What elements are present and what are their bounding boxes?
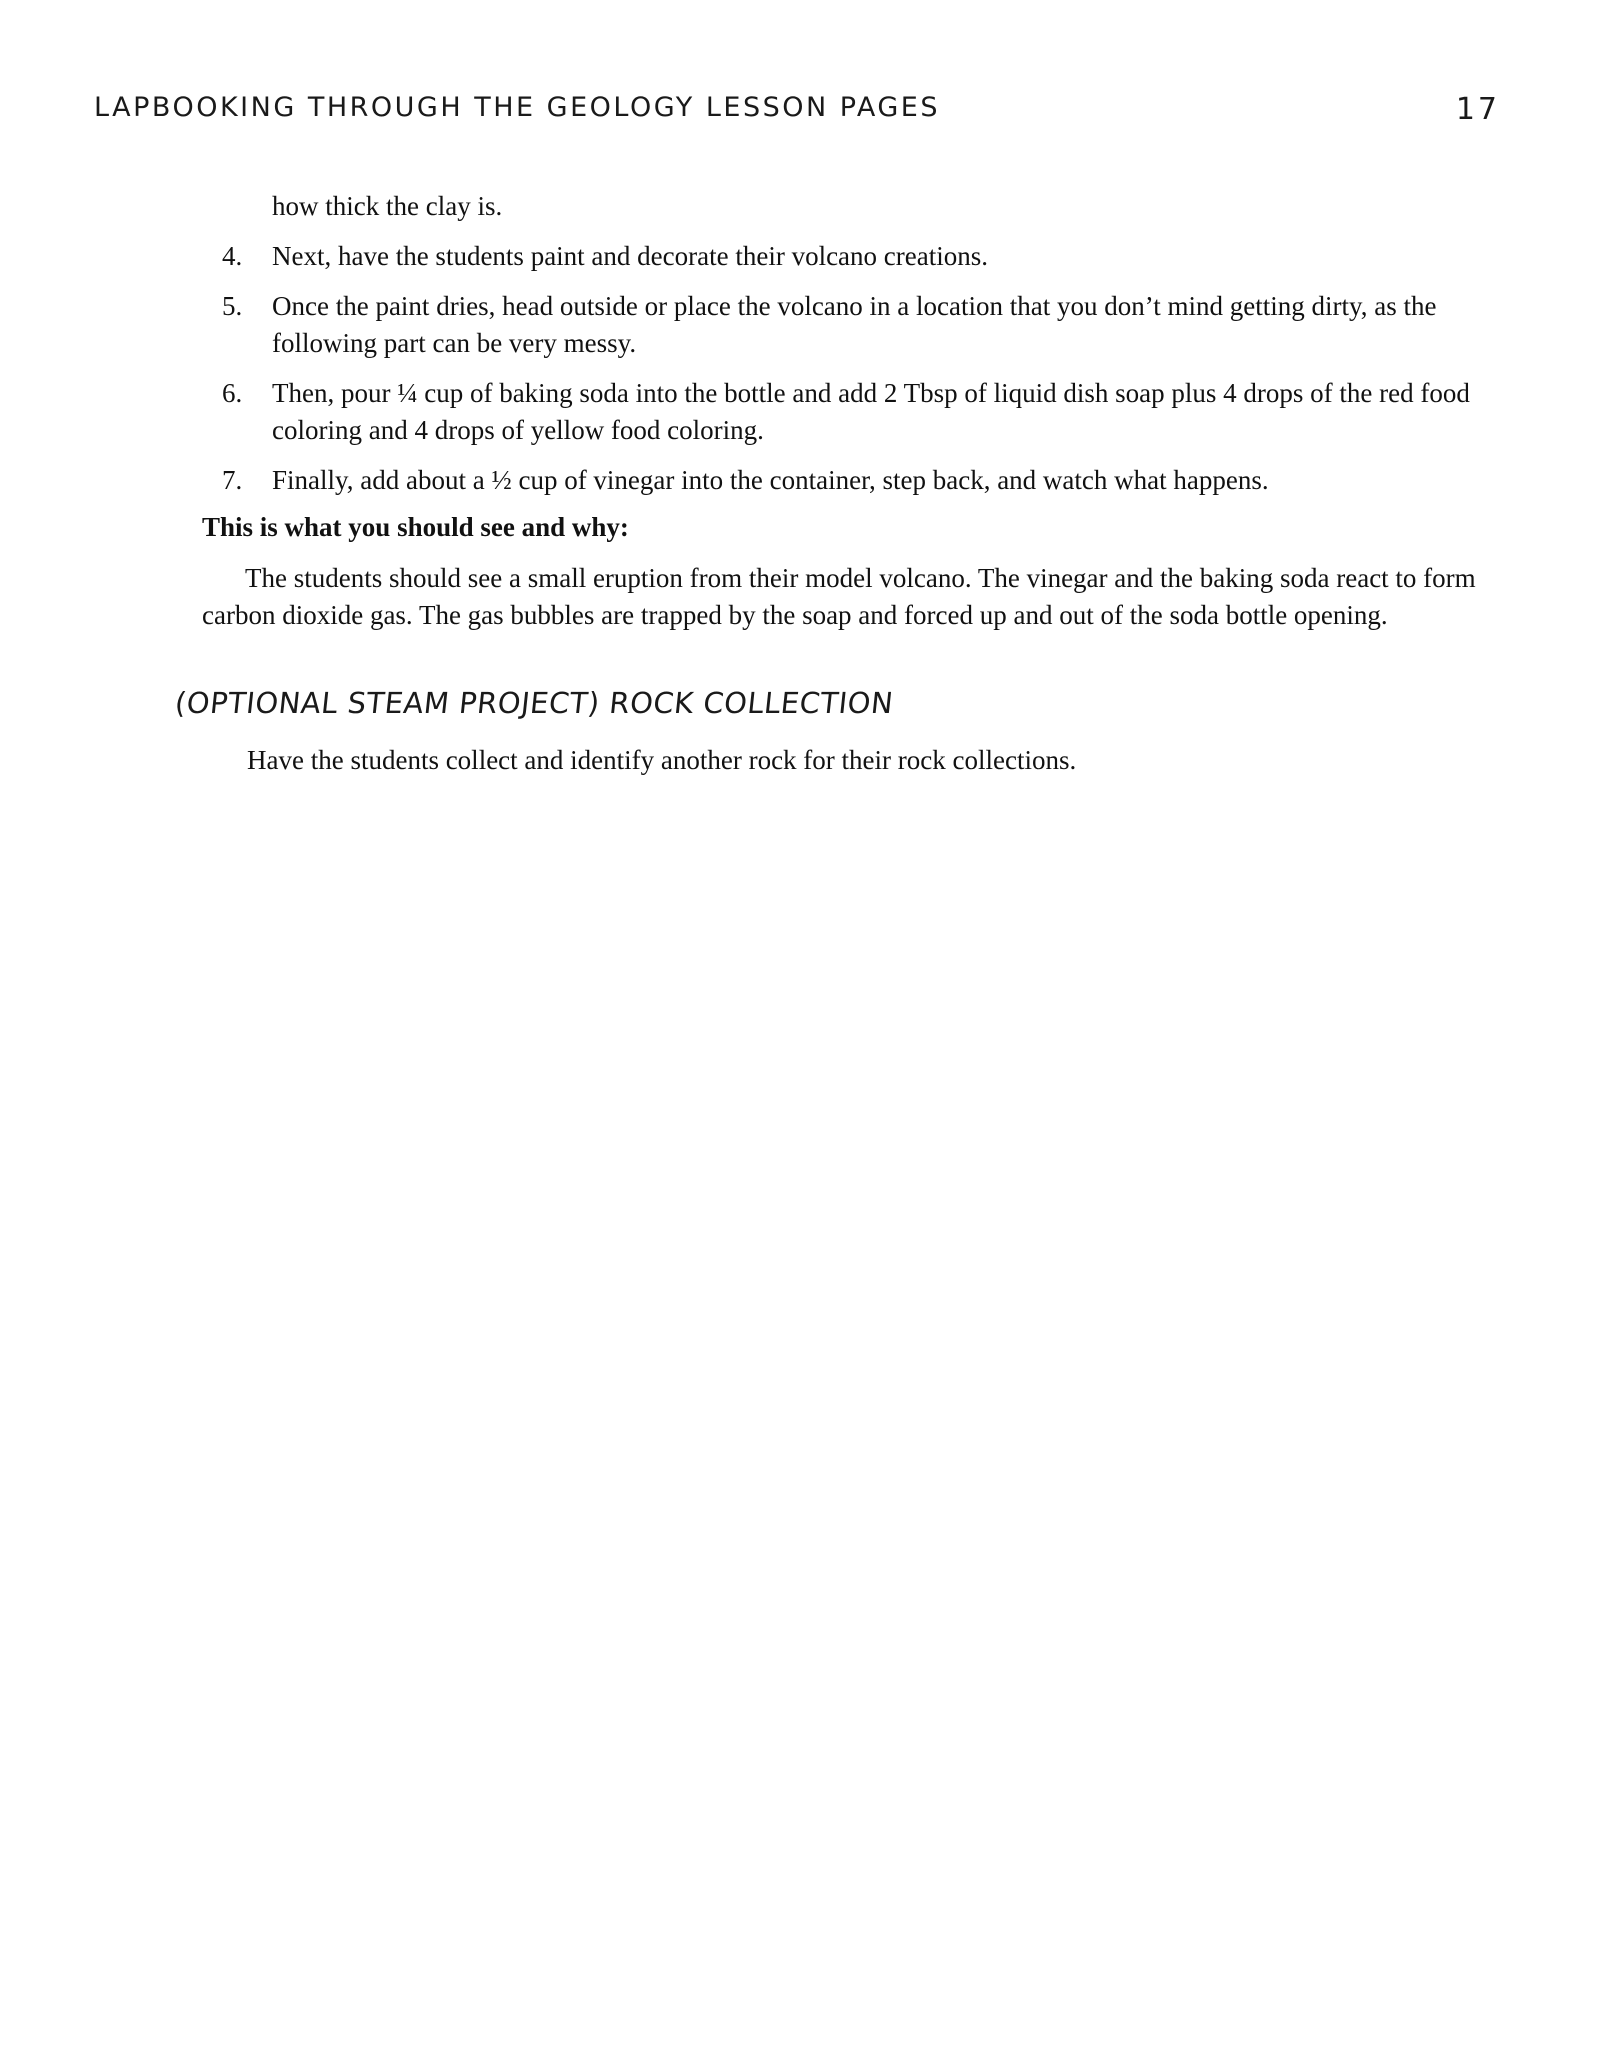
list-item <box>0 462 1470 499</box>
results-heading: This is what you should see and why: <box>202 512 629 542</box>
continued-step-text: how thick the clay is. <box>272 191 503 221</box>
optional-project-text: Have the students collect and identify another rock for their rock collections. <box>247 745 1077 775</box>
step-number: 5. <box>222 291 243 321</box>
list-item <box>0 238 1470 275</box>
step-text: Once the paint dries, head outside or place the volcano in a location that you don’t mind getting dirty, as the following part can be very messy. <box>272 291 1437 358</box>
page-number: 17 <box>1455 92 1500 127</box>
running-header-title: LAPBOOKING THROUGH THE GEOLOGY LESSON PAGES <box>94 92 940 123</box>
step-text: Then, pour ¼ cup of baking soda into the bottle and add 2 Tbsp of liquid dish soap plus 4 drops of the red food coloring and 4 drops of yellow food coloring. <box>272 378 1470 445</box>
list-item <box>0 288 1470 362</box>
step-number: 4. <box>222 241 243 271</box>
results-explanation: The students should see a small eruption from their model volcano. The vinegar and the baking soda react to form carbon dioxide gas. The gas bubbles are trapped by the soap and forced up and out of the soda bottle opening. <box>202 563 1476 630</box>
step-number: 7. <box>222 465 243 495</box>
step-text: Next, have the students paint and decorate their volcano creations. <box>272 241 988 271</box>
optional-project-heading: (OPTIONAL STEAM PROJECT) ROCK COLLECTION <box>173 686 895 720</box>
step-text: Finally, add about a ½ cup of vinegar into the container, step back, and watch what happens. <box>272 465 1269 495</box>
instruction-steps <box>0 238 1470 512</box>
step-number: 6. <box>222 378 243 408</box>
list-item <box>0 375 1470 449</box>
